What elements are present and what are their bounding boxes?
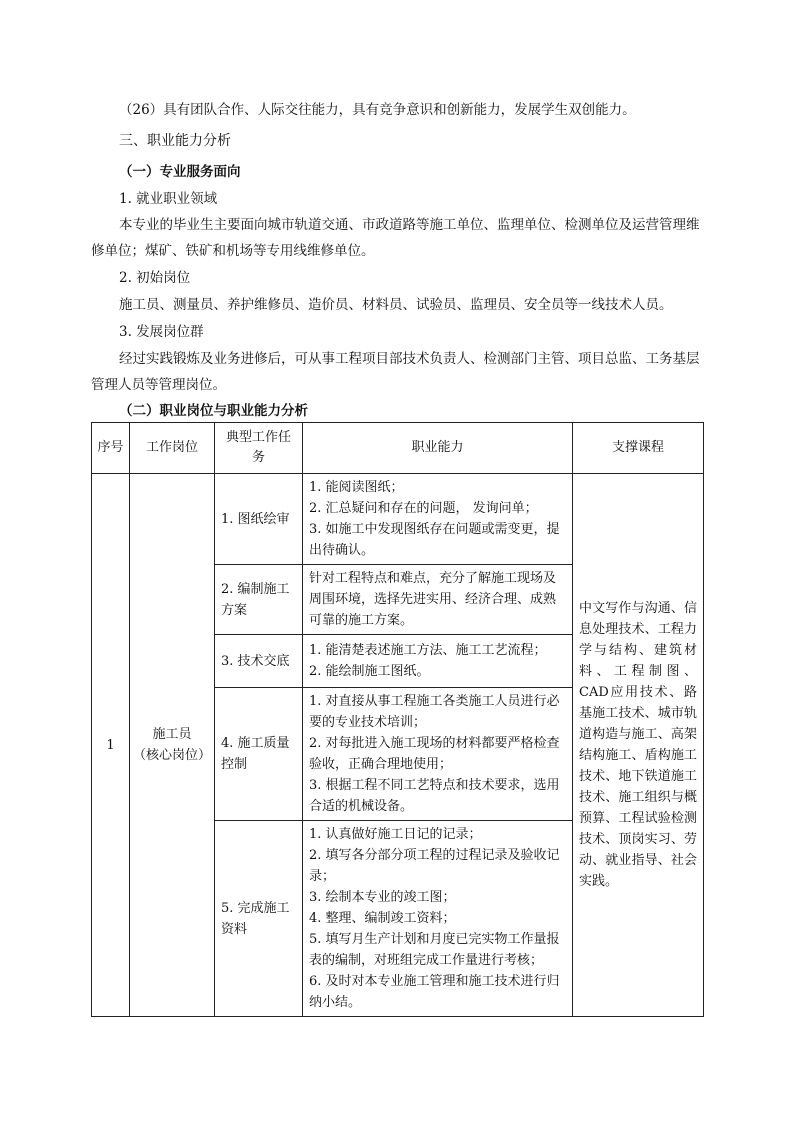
item-3-text: 经过实践锻炼及业务进修后，可从事工程项目部技术负责人、检测部门主管、项目总监、工务基层管理人员等管理岗位。	[91, 351, 700, 393]
ability-cell	[303, 821, 573, 1017]
ability-line: 2. 填写各分部分项工程的过程记录及验收记录；	[309, 848, 560, 884]
course-cell: 中文写作与沟通、信息处理技术、工程力学与结构、建筑材料、工程制图、CAD应用技术、路基施工技术、城市轨道构造与施工、高架结构施工、盾构施工技术、地下铁道施工技术、施工组织与概预算、工程试验检测技术、顶岗实习、劳动、就业指导、社会实践。	[573, 474, 704, 1017]
ability-line: 3. 根据工程不同工艺特点和技术要求，选用合适的机械设备。	[309, 778, 560, 814]
task-cell: 5. 完成施工资料	[215, 821, 303, 1017]
subsection-2-title: （二）职业岗位与职业能力分析	[119, 403, 308, 419]
ability-cell	[303, 635, 573, 688]
item-2-title: 2. 初始岗位	[119, 270, 191, 286]
ability-line: 1. 认真做好施工日记的记录；	[309, 827, 482, 842]
career-ability-table	[91, 422, 704, 1017]
header-course: 支撑课程	[573, 423, 704, 474]
item-1-text: 本专业的毕业生主要面向城市轨道交通、市政道路等施工单位、监理单位、检测单位及运营管理维修单位；煤矿、铁矿和机场等专用线维修单位。	[91, 217, 700, 259]
position-note: （核心岗位）	[132, 748, 211, 763]
ability-line: 3. 绘制本专业的竣工图；	[309, 890, 456, 905]
ability-line: 5. 填写月生产计划和月度已完实物工作量报表的编制，对班组完成工作量进行考核；	[309, 932, 560, 968]
row-position	[130, 474, 215, 1017]
header-ability: 职业能力	[303, 423, 573, 474]
ability-line: 6. 及时对本专业施工管理和施工技术进行归纳小结。	[309, 974, 560, 1010]
item-26-text: （26）具有团队合作、人际交往能力，具有竞争意识和创新能力，发展学生双创能力。	[119, 102, 636, 118]
position-name: 施工员	[152, 727, 192, 742]
ability-line: 1. 能清楚表述施工方法、施工工艺流程；	[309, 643, 547, 658]
subsection-1-title: （一）专业服务面向	[119, 164, 241, 180]
ability-line: 针对工程特点和难点，充分了解施工现场及周围环境，选择先进实用、经济合理、成熟可靠的施工方案。	[309, 571, 557, 628]
header-task: 典型工作任务	[215, 423, 303, 474]
ability-line: 1. 对直接从事工程施工各类施工人员进行必要的专业技术培训；	[309, 694, 560, 730]
task-cell: 1. 图纸绘审	[215, 474, 303, 565]
table-header-row	[92, 423, 704, 474]
task-cell: 2. 编制施工方案	[215, 565, 303, 635]
task-cell: 4. 施工质量控制	[215, 688, 303, 821]
ability-line: 1. 能阅读图纸；	[309, 480, 404, 495]
item-3-title: 3. 发展岗位群	[119, 324, 204, 340]
item-1-title: 1. 就业职业领域	[119, 191, 218, 207]
ability-line: 2. 能绘制施工图纸。	[309, 664, 430, 679]
ability-line: 2. 对每批进入施工现场的材料都要严格检查验收，正确合理地使用；	[309, 736, 560, 772]
header-position: 工作岗位	[130, 423, 215, 474]
item-2-text: 施工员、测量员、养护维修员、造价员、材料员、试验员、监理员、安全员等一线技术人员。	[119, 297, 673, 313]
ability-cell	[303, 565, 573, 635]
ability-line: 4. 整理、编制竣工资料；	[309, 911, 456, 926]
ability-line: 3. 如施工中发现图纸存在问题或需变更，提出待确认。	[309, 522, 560, 558]
header-index: 序号	[92, 423, 130, 474]
ability-cell	[303, 474, 573, 565]
ability-cell	[303, 688, 573, 821]
task-cell: 3. 技术交底	[215, 635, 303, 688]
row-index: 1	[92, 474, 130, 1017]
section-title: 三、职业能力分析	[119, 133, 231, 149]
ability-line: 2. 汇总疑问和存在的问题， 发询问单；	[309, 501, 538, 516]
table-row	[92, 474, 704, 565]
